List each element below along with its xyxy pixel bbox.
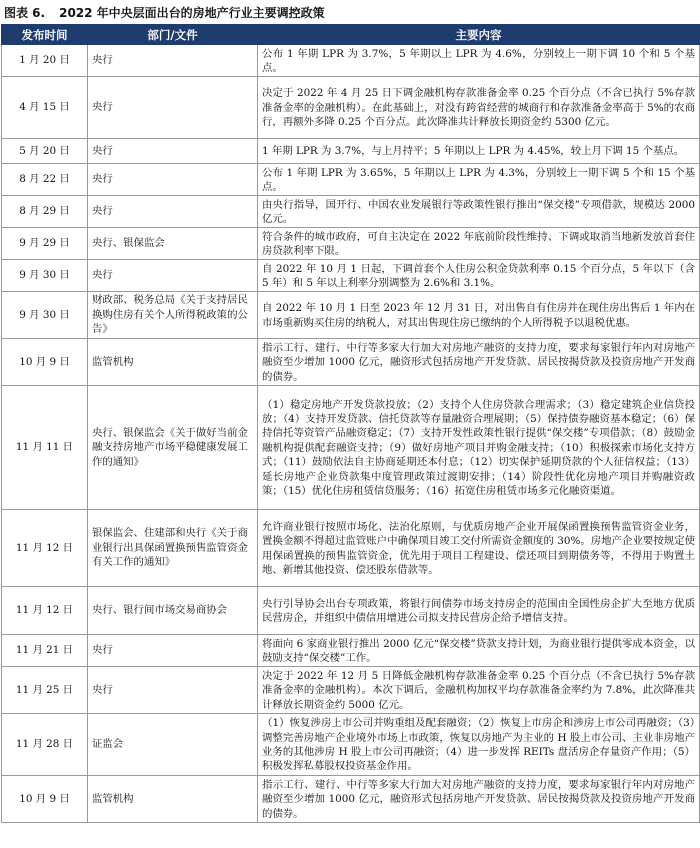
row-dept: 银保监会、住建部和央行《关于商业银行出具保函置换预售监管资金有关工作的通知》 — [88, 510, 258, 587]
row-content: 1 年期 LPR 为 3.7%，与上月持平；5 年期以上 LPR 为 4.45%，较上月下调 15 个基点。 — [258, 139, 700, 164]
row-content: 公布 1 年期 LPR 为 3.65%，5 年期以上 LPR 为 4.3%，分别较上一期下调 5 个和 15 个基点。 — [258, 164, 700, 196]
table-row — [2, 339, 700, 386]
row-dept: 央行 — [88, 139, 258, 164]
row-date: 11 月 21 日 — [2, 635, 88, 667]
figure-label: 图表 6. — [4, 5, 46, 20]
row-content: 自 2022 年 10 月 1 日起，下调首套个人住房公积金贷款利率 0.15 个百分点，5 年以下（含 5 年）和 5 年以上利率分别调整为 2.6%和 3.1%。 — [258, 260, 700, 292]
table-row — [2, 776, 700, 823]
row-content: 公布 1 年期 LPR 为 3.7%，5 年期以上 LPR 为 4.6%，分别较上一期下调 10 个和 5 个基点。 — [258, 45, 700, 77]
row-content: 决定于 2022 年 4 月 25 日下调金融机构存款准备金率 0.25 个百分点（不含已执行 5%存款准备金率的金融机构）。在此基础上，对没有跨省经营的城商行和存款准备金率高于 5%的农商行，再额外多降 0.25 个百分点。此次降准共计释放长期资金约 5300 亿元。 — [258, 77, 700, 139]
row-content: 决定于 2022 年 12 月 5 日降低金融机构存款准备金率 0.25 个百分点（不含已执行 5%存款准备金率的金融机构）。本次下调后，金融机构加权平均存款准备金率约为 7.8%，此次降准共计释放长期资金约 5000 亿元。 — [258, 667, 700, 714]
table-row — [2, 164, 700, 196]
table-row — [2, 260, 700, 292]
row-content: 由央行指导，国开行、中国农业发展银行等政策性银行推出“保交楼”专项借款，规模达 2000 亿元。 — [258, 196, 700, 228]
row-dept: 央行 — [88, 260, 258, 292]
row-date: 9 月 29 日 — [2, 228, 88, 260]
row-content: 央行引导协会出台专项政策，将银行间债券市场支持房企的范围由全国性房企扩大至地方优质民营房企，并组织中债信用增进公司拟支持民营房企给予增信支持。 — [258, 587, 700, 635]
figure-title: 2022 年中央层面出台的房地产行业主要调控政策 — [59, 5, 325, 20]
row-dept: 央行 — [88, 196, 258, 228]
row-dept: 央行、银保监会 — [88, 228, 258, 260]
row-dept: 监管机构 — [88, 339, 258, 386]
row-date: 5 月 20 日 — [2, 139, 88, 164]
row-content: 自 2022 年 10 月 1 日至 2023 年 12 月 31 日，对出售自有住房并在现住房出售后 1 年内在市场重新购买住房的纳税人，对其出售现住房已缴纳的个人所得税予以退税优惠。 — [258, 292, 700, 339]
row-content: （1）稳定房地产开发贷款投放；（2）支持个人住房贷款合理需求；（3）稳定建筑企业信贷投放；（4）支持开发贷款、信托贷款等存量融资合理展期；（5）保持债券融资基本稳定；（6）保持信托等资管产品融资稳定；（7）支持开发性政策性银行提供“保交楼”专项借款；（8）鼓励金融机构提供配套融资支持；（9）做好房地产项目并购金融支持；（10）积极探索市场化支持方式；（11）鼓励依法自主协商延期还本付息；（12）切实保护延期贷款的个人征信权益；（13）延长房地产企业贷款集中度管理政策过渡期安排；（14）阶段性优化房地产项目并购融资政策；（15）优化住房租赁信贷服务；（16）拓宽住房租赁市场多元化融资渠道。 — [258, 386, 700, 510]
row-dept: 央行、银行间市场交易商协会 — [88, 587, 258, 635]
table-row — [2, 45, 700, 77]
table-row — [2, 292, 700, 339]
table-row — [2, 667, 700, 714]
row-date: 11 月 25 日 — [2, 667, 88, 714]
table-row — [2, 587, 700, 635]
row-dept: 监管机构 — [88, 776, 258, 823]
row-dept: 央行 — [88, 164, 258, 196]
row-content: 符合条件的城市政府，可自主决定在 2022 年底前阶段性维持、下调或取消当地新发放首套住房贷款利率下限。 — [258, 228, 700, 260]
table-header-row — [2, 25, 700, 45]
row-date: 1 月 20 日 — [2, 45, 88, 77]
header-dept: 部门/文件 — [88, 25, 258, 45]
table-row — [2, 196, 700, 228]
header-content: 主要内容 — [258, 25, 700, 45]
row-date: 11 月 12 日 — [2, 587, 88, 635]
table-row — [2, 714, 700, 776]
row-content: （1）恢复涉房上市公司并购重组及配套融资；（2）恢复上市房企和涉房上市公司再融资；（3）调整完善房地产企业境外市场上市政策，恢复以房地产为主业的 H 股上市公司、主业非房地产业务的其他涉房 H 股上市公司再融资；（4）进一步发挥 REITs 盘活房企存量资产作用；（5）积极发挥私募股权投资基金作用。 — [258, 714, 700, 776]
table-row — [2, 77, 700, 139]
row-date: 8 月 29 日 — [2, 196, 88, 228]
table-row — [2, 139, 700, 164]
row-content: 允许商业银行按照市场化、法治化原则，与优质房地产企业开展保函置换预售监管资金业务，置换金额不得超过监管账户中确保项目竣工交付所需资金额度的 30%。房地产企业要按规定使用保函置换的预售监管资金，优先用于项目工程建设、偿还项目到期债务等，不得用于购置土地、新增其他投资、偿还股东借款等。 — [258, 510, 700, 587]
row-date: 8 月 22 日 — [2, 164, 88, 196]
row-dept: 央行 — [88, 635, 258, 667]
row-date: 11 月 28 日 — [2, 714, 88, 776]
row-date: 10 月 9 日 — [2, 776, 88, 823]
row-dept: 财政部、税务总局《关于支持居民换购住房有关个人所得税政策的公告》 — [88, 292, 258, 339]
row-date: 9 月 30 日 — [2, 260, 88, 292]
row-date: 9 月 30 日 — [2, 292, 88, 339]
table-row — [2, 386, 700, 510]
row-date: 4 月 15 日 — [2, 77, 88, 139]
table-row — [2, 228, 700, 260]
row-date: 11 月 12 日 — [2, 510, 88, 587]
row-dept: 央行 — [88, 77, 258, 139]
row-content: 将面向 6 家商业银行推出 2000 亿元“保交楼”贷款支持计划，为商业银行提供零成本资金，以鼓励支持“保交楼”工作。 — [258, 635, 700, 667]
row-date: 11 月 11 日 — [2, 386, 88, 510]
row-content: 指示工行、建行、中行等多家大行加大对房地产融资的支持力度，要求每家银行年内对房地产融资至少增加 1000 亿元，融资形式包括房地产开发贷款、居民按揭贷款及投资房地产开发商的债券。 — [258, 339, 700, 386]
row-dept: 央行 — [88, 667, 258, 714]
row-dept: 央行、银保监会《关于做好当前金融支持房地产市场平稳健康发展工作的通知》 — [88, 386, 258, 510]
header-date: 发布时间 — [2, 25, 88, 45]
figure-caption — [0, 0, 700, 24]
row-dept: 央行 — [88, 45, 258, 77]
policy-table — [1, 24, 700, 823]
row-date: 10 月 9 日 — [2, 339, 88, 386]
table-row — [2, 510, 700, 587]
row-content: 指示工行、建行、中行等多家大行加大对房地产融资的支持力度，要求每家银行年内对房地产融资至少增加 1000 亿元，融资形式包括房地产开发贷款、居民按揭贷款及投资房地产开发商的债券。 — [258, 776, 700, 823]
table-row — [2, 635, 700, 667]
row-dept: 证监会 — [88, 714, 258, 776]
